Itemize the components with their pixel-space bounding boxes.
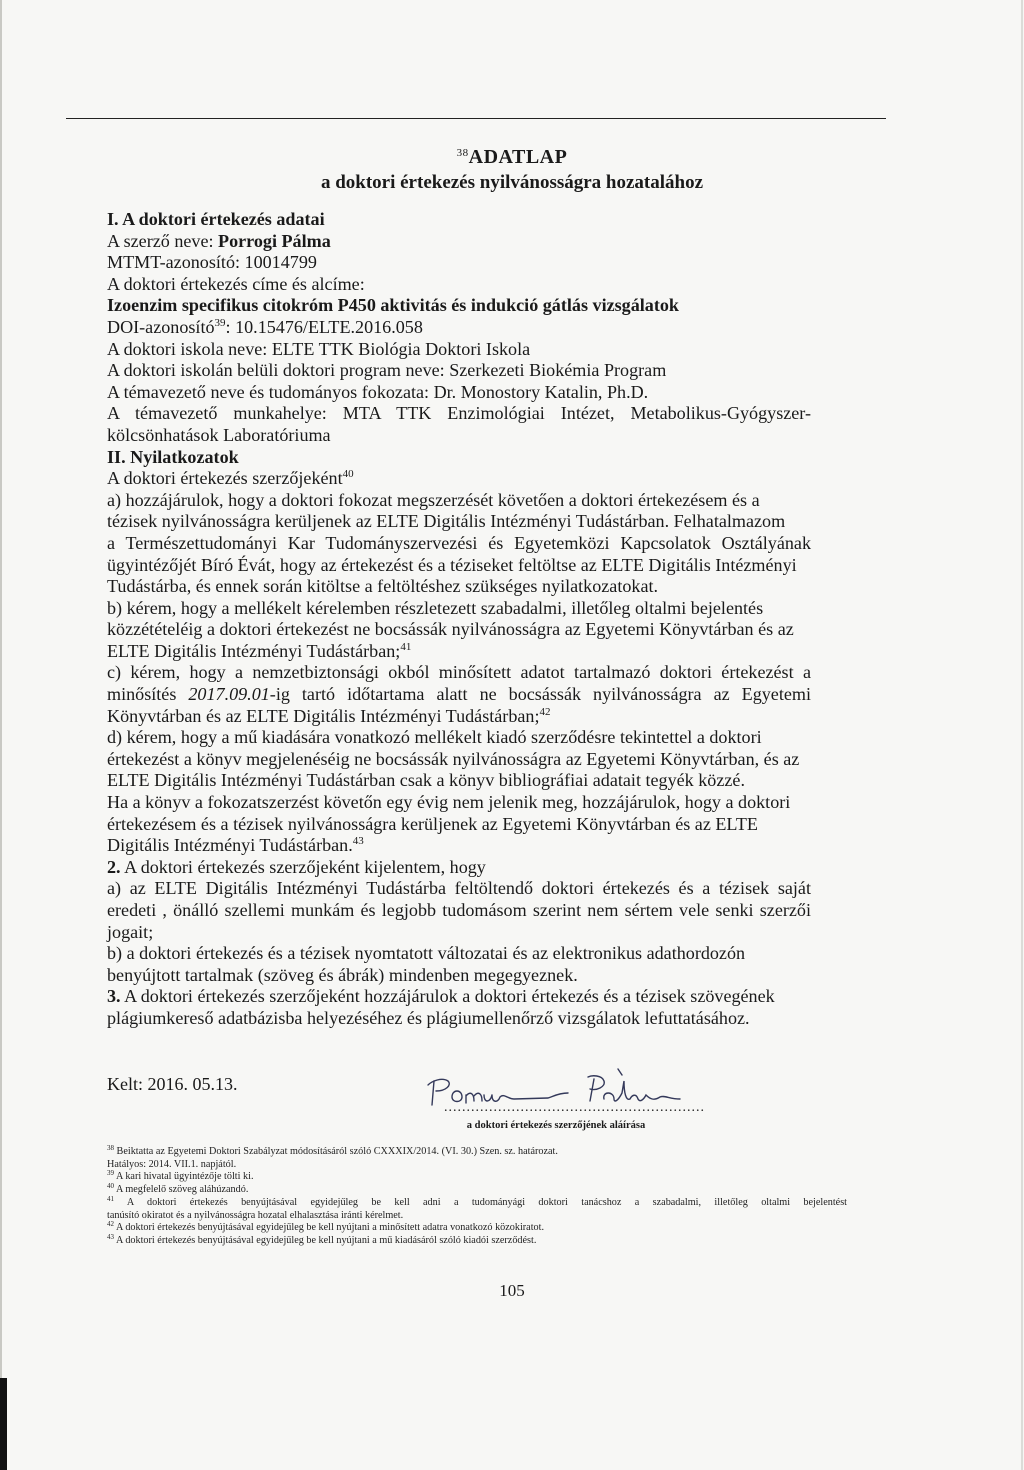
doctoral-school: A doktori iskola neve: ELTE TTK Biológia Doktori Iskola: [107, 338, 531, 359]
signature-caption: a doktori értekezés szerzőjének aláírása: [466, 1120, 646, 1131]
footnote-continuation: Hatályos: 2014. VII.1. napjától.: [107, 1158, 237, 1170]
declaration-b-line: ELTE Digitális Intézményi Tudástárban;$^{41}$: [107, 640, 412, 661]
declaration-d-line: értekezésem és a tézisek nyilvánosságra kerüljenek az Egyetemi Könyvtárban és az ELTE: [107, 813, 758, 834]
declaration-b-line: b) kérem, hogy a mellékelt kérelemben részletezett szabadalmi, illetőleg oltalmi bejelentés: [107, 597, 764, 618]
statement-2-heading: 2. A doktori értekezés szerzőjeként kijelentem, hogy: [107, 856, 486, 877]
footnote: $^{39}$ A kari hivatal ügyintézője tölti ki.: [107, 1169, 254, 1183]
declaration-b-line: közzétételéig a doktori értekezést ne bocsássák nyilvánosságra az Egyetemi Könyvtárban és az: [107, 619, 794, 640]
statement-2b-line: b) a doktori értekezés és a tézisek nyomtatott változatai és az elektronikus adathordozón: [107, 943, 746, 964]
form-title: [0, 146, 1024, 169]
declaration-d-line: Digitális Intézményi Tudástárban.$^{43}$: [107, 835, 364, 856]
statement-3-line: plágiumkereső adatbázisba helyezéséhez és plágiumellenőrző vizsgálatok lefuttatásához.: [107, 1007, 750, 1028]
declaration-c-line: minősítés 2017.09.01-ig tartó időtartama alatt ne bocsássák nyilvánosságra az Egyetemi: [107, 684, 811, 705]
footnote: $^{41}$ A doktori értekezés benyújtásával egyidejűleg be kell adni a tudományági doktori tanácshoz a szabadalmi, illetőleg oltalmi bejelentést: [107, 1194, 847, 1208]
footnotes: [107, 1146, 847, 1248]
statement-2a-line: jogait;: [107, 921, 154, 942]
form-body: [107, 209, 811, 1030]
statement-2b-line: benyújtott tartalmak (szöveg és ábrák) mindenben megegyeznek.: [107, 964, 578, 985]
declaration-a-line: a) hozzájárulok, hogy a doktori fokozat megszerzését követően a doktori értekezésem és a: [107, 489, 760, 510]
form-subtitle: a doktori értekezés nyilvánosságra hozatalához: [320, 172, 704, 193]
thesis-title-label: A doktori értekezés címe és alcíme:: [107, 273, 365, 294]
workplace-line-2: kölcsönhatások Laboratóriuma: [107, 424, 331, 445]
footnote-continuation: tanúsító okiratot és a nyilvánosságra hozatal elhalasztása iránti kérelmet.: [107, 1209, 404, 1221]
doctoral-program: A doktori iskolán belüli doktori program neve: Szerkezeti Biokémia Program: [107, 360, 667, 381]
top-rule: [66, 118, 886, 119]
classification-date: 2017.09.01: [188, 684, 270, 705]
author-name: Porrogi Pálma: [218, 230, 331, 251]
declaration-c-line: Könyvtárban és az ELTE Digitális Intézményi Tudástárban;$^{42}$: [107, 705, 551, 726]
footnote: $^{42}$ A doktori értekezés benyújtásával egyidejűleg be kell nyújtani a minősített adatra vonatkozó közokiratot.: [107, 1220, 545, 1234]
declaration-d-line: ELTE Digitális Intézményi Tudástárban csak a könyv bibliográfiai adatait tegyék közzé.: [107, 770, 745, 791]
declaration-a-line: Tudástárba, és ennek során kitöltse a feltöltéshez szükséges nyilatkozatokat.: [107, 576, 659, 597]
statement-3-line: 3. A doktori értekezés szerzőjeként hozzájárulok a doktori értekezés és a tézisek szövegének: [107, 986, 775, 1007]
section1-heading: I. A doktori értekezés adatai: [107, 209, 325, 229]
footnote: $^{43}$ A doktori értekezés benyújtásával egyidejűleg be kell nyújtani a mű kiadásáról szóló kiadói szerződést.: [107, 1232, 537, 1246]
author-line: A szerző neve: Porrogi Pálma: [107, 230, 331, 251]
statement-2a-line: a) az ELTE Digitális Intézményi Tudástárba feltöltendő doktori értekezés és a tézisek saját: [107, 878, 811, 899]
page-number: 105: [499, 1281, 525, 1300]
declaration-a-line: tézisek nyilvánosságra kerüljenek az ELTE Digitális Intézményi Tudástárban. Felhatalmazom: [107, 511, 786, 532]
declaration-d-line: értekezést a könyv megjelenéséig ne bocsássák nyilvánosságra az Egyetemi Könyvtárban, és az: [107, 748, 800, 769]
declaration-d-line: d) kérem, hogy a mű kiadására vonatkozó mellékelt kiadó szerződésre tekintettel a doktori: [107, 727, 762, 748]
declaration-a-line: ügyintézőjét Bíró Évát, hogy az értekezést és a téziseket feltöltse az ELTE Digitális Intézményi: [107, 554, 797, 575]
declarations-intro: A doktori értekezés szerzőjeként$^{40}$: [107, 468, 354, 489]
signature-line: ..........................................................: [444, 1100, 705, 1115]
title-footnote-mark: 38: [456, 147, 469, 159]
section2-heading: II. Nyilatkozatok: [107, 446, 239, 467]
mtmt-id: MTMT-azonosító: 10014799: [107, 252, 317, 273]
title-text: ADATLAP: [468, 146, 568, 168]
supervisor: A témavezető neve és tudományos fokozata: Dr. Monostory Katalin, Ph.D.: [107, 381, 649, 402]
declaration-c-line: c) kérem, hogy a nemzetbiztonsági okból minősített adatot tartalmazó doktori értekezést a: [107, 662, 811, 683]
footnote: $^{40}$ A megfelelő szöveg aláhúzandó.: [107, 1182, 249, 1196]
thesis-title: Izoenzim specifikus citokróm P450 aktivitás és indukció gátlás vizsgálatok: [107, 295, 679, 316]
doi-line: DOI-azonosító$^{39}$: 10.15476/ELTE.2016.058: [107, 316, 423, 337]
scan-edge-mark: [0, 1378, 7, 1470]
declaration-d-line: Ha a könyv a fokozatszerzést követőn egy évig nem jelenik meg, hozzájárulok, hogy a doktori: [107, 792, 791, 813]
statement-2a-line: eredeti , önálló szellemi munkám és legjobb tudomásom szerint nem sértem vele senki szerzői: [107, 900, 811, 920]
date-line: Kelt: 2016. 05.13.: [107, 1074, 238, 1094]
workplace-line-1: A témavezető munkahelye: MTA TTK Enzimológiai Intézet, Metabolikus-Gyógyszer-: [107, 403, 811, 424]
declaration-a-line: a Természettudományi Kar Tudományszervezési és Egyetemközi Kapcsolatok Osztályának: [107, 532, 811, 553]
footnote: $^{38}$ Beiktatta az Egyetemi Doktori Szabályzat módosításáról szóló CXXXIX/2014. (VI. 30.) Szen. sz. határozat.: [107, 1144, 558, 1157]
